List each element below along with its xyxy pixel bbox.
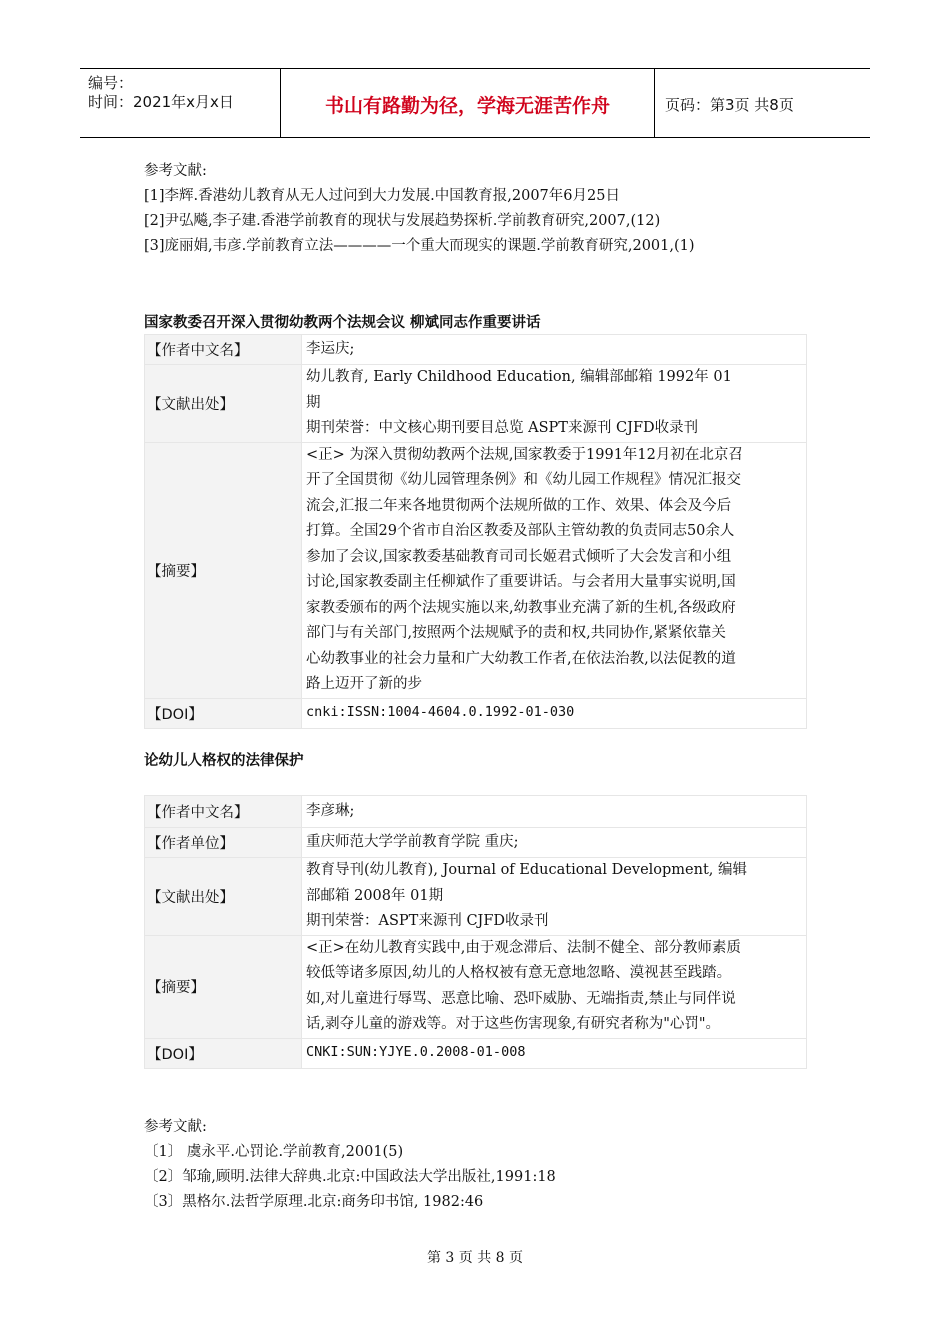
table-row (145, 1038, 807, 1068)
abstract-line: 参加了会议,国家教委基础教育司司长姬君式倾听了大会发言和小组 (306, 548, 732, 565)
source-line: 教育导刊(幼儿教育), Journal of Educational Development, 编辑 (306, 862, 748, 878)
source-line: 期刊荣誉：中文核心期刊要目总览 ASPT来源刊 CJFD收录刊 (306, 420, 699, 436)
abstract-line: 讨论,国家教委副主任柳斌作了重要讲话。与会者用大量事实说明,国 (306, 574, 736, 590)
abstract-label: 【摘要】 (145, 935, 302, 1038)
abstract-line: 心幼教事业的社会力量和广大幼教工作者,在依法治教,以法促教的道 (306, 650, 736, 667)
abstract-line: 话,剥夺儿童的游戏等。对于这些伤害现象,有研究者称为"心罚"。 (306, 1016, 721, 1032)
header-page-info: 页码：第3页 共8页 (665, 96, 794, 114)
doi-value: cnki:ISSN:1004-4604.0.1992-01-030 (302, 698, 807, 728)
references-section-2 (144, 1115, 556, 1215)
table-row (145, 442, 807, 698)
source-line: 部邮箱 2008年 01期 (306, 887, 444, 904)
abstract-line: 路上迈开了新的步 (306, 676, 422, 692)
abstract-line: <正> 为深入贯彻幼教两个法规,国家教委于1991年12月初在北京召 (306, 446, 743, 463)
header-motto: 书山有路勤为径，学海无涯苦作舟 (324, 95, 610, 117)
reference-item: [1]李辉.香港幼儿教育从无人过问到大力发展.中国教育报,2007年6月25日 (144, 188, 620, 204)
table-row (145, 796, 807, 828)
abstract-line: 部门与有关部门,按照两个法规赋予的责和权,共同协作,紧紧依靠关 (306, 625, 726, 641)
page-footer: 第 3 页 共 8 页 (426, 1250, 524, 1266)
author-value: 李运庆; (302, 335, 807, 365)
reference-item: 〔1〕 虞永平.心罚论.学前教育,2001(5) (144, 1144, 404, 1160)
doi-label: 【DOI】 (145, 1038, 302, 1068)
article-1-table (144, 334, 807, 729)
header-motto-cell (281, 69, 655, 137)
author-value: 李彦琳; (302, 796, 807, 828)
header-meta (80, 69, 281, 137)
references-section-1 (144, 159, 695, 259)
doi-label: 【DOI】 (145, 698, 302, 728)
source-line: 期 (306, 394, 321, 411)
abstract-line: 家教委颁布的两个法规实施以来,幼教事业充满了新的生机,各级政府 (306, 599, 736, 616)
abstract-value (302, 442, 807, 698)
source-label: 【文献出处】 (145, 365, 302, 443)
article-1-title: 国家教委召开深入贯彻幼教两个法规会议 柳斌同志作重要讲话 (144, 315, 541, 331)
article-2-title: 论幼儿人格权的法律保护 (144, 753, 304, 769)
unit-value: 重庆师范大学学前教育学院 重庆; (302, 828, 807, 858)
abstract-line: 较低等诸多原因,幼儿的人格权被有意无意地忽略、漠视甚至践踏。 (306, 965, 732, 981)
abstract-line: <正>在幼儿教育实践中,由于观念滞后、法制不健全、部分教师素质 (306, 939, 741, 956)
abstract-label: 【摘要】 (145, 442, 302, 698)
document-number: 编号： (88, 74, 134, 92)
references-title: 参考文献: (144, 1119, 207, 1135)
doi-value: CNKI:SUN:YJYE.0.2008-01-008 (302, 1038, 807, 1068)
abstract-value (302, 935, 807, 1038)
table-row (145, 858, 807, 936)
reference-item: [3]庞丽娟,韦彦.学前教育立法————一个重大而现实的课题.学前教育研究,2001,(1) (144, 238, 695, 254)
author-label: 【作者中文名】 (145, 335, 302, 365)
document-date: 时间：2021年x月x日 (88, 93, 234, 111)
source-line: 期刊荣誉：ASPT来源刊 CJFD收录刊 (306, 913, 549, 929)
page-header (80, 68, 870, 138)
author-label: 【作者中文名】 (145, 796, 302, 828)
reference-item: 〔2〕邹瑜,顾明.法律大辞典.北京:中国政法大学出版社,1991:18 (144, 1169, 556, 1185)
table-row (145, 335, 807, 365)
abstract-line: 如,对儿童进行辱骂、恶意比喻、恐吓威胁、无端指责,禁止与同伴说 (306, 990, 736, 1007)
table-row (145, 828, 807, 858)
reference-item: 〔3〕黑格尔.法哲学原理.北京:商务印书馆, 1982:46 (144, 1194, 484, 1210)
source-value (302, 365, 807, 443)
abstract-line: 打算。全国29个省市自治区教委及部队主管幼教的负责同志50余人 (306, 523, 735, 539)
source-value (302, 858, 807, 936)
abstract-line: 开了全国贯彻《幼儿园管理条例》和《幼儿园工作规程》情况汇报交 (306, 472, 741, 488)
source-label: 【文献出处】 (145, 858, 302, 936)
abstract-line: 流会,汇报二年来各地贯彻两个法规所做的工作、效果、体会及今后 (306, 497, 732, 514)
header-page-cell (655, 69, 869, 137)
article-2-table (144, 795, 807, 1069)
table-row (145, 935, 807, 1038)
unit-label: 【作者单位】 (145, 828, 302, 858)
references-title: 参考文献: (144, 163, 207, 179)
table-row (145, 365, 807, 443)
reference-item: [2]尹弘飚,李子建.香港学前教育的现状与发展趋势探析.学前教育研究,2007,(12) (144, 213, 661, 229)
table-row (145, 698, 807, 728)
source-line: 幼儿教育, Early Childhood Education, 编辑部邮箱 1992年 01 (306, 369, 732, 385)
